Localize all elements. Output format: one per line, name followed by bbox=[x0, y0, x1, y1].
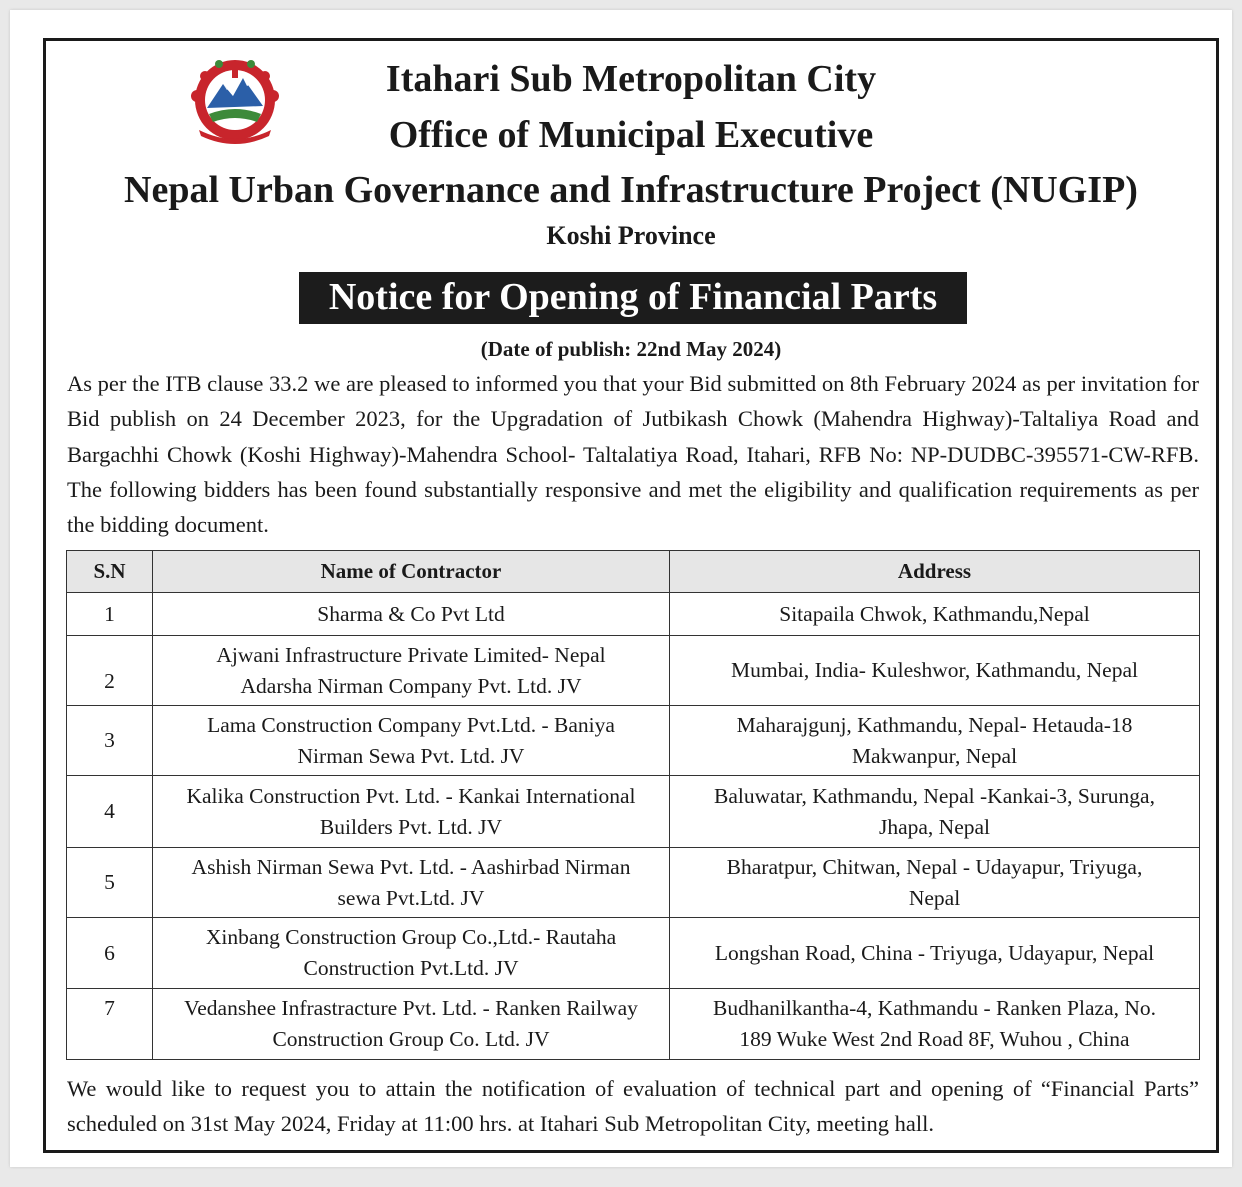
contractor-line: Adarsha Nirman Company Pvt. Ltd. JV bbox=[240, 673, 582, 698]
address-line: Longshan Road, China - Triyuga, Udayapur, Nepal bbox=[714, 940, 1155, 965]
row-sn: 1 bbox=[67, 593, 153, 636]
bidders-table bbox=[66, 550, 1200, 1060]
row-contractor bbox=[153, 636, 670, 706]
address-line: Baluwatar, Kathmandu, Nepal -Kankai-3, Surunga, bbox=[714, 783, 1155, 808]
row-address bbox=[670, 593, 1200, 636]
contractor-line: Nirman Sewa Pvt. Ltd. JV bbox=[297, 743, 525, 768]
address-line: Nepal bbox=[908, 885, 961, 910]
table-row bbox=[67, 776, 1200, 848]
row-sn: 6 bbox=[67, 918, 153, 989]
address-line: Bharatpur, Chitwan, Nepal - Udayapur, Triyuga, bbox=[726, 854, 1143, 879]
province-title: Koshi Province bbox=[546, 221, 716, 250]
row-address bbox=[670, 706, 1200, 776]
contractor-line: Construction Pvt.Ltd. JV bbox=[303, 956, 519, 980]
city-title: Itahari Sub Metropolitan City bbox=[385, 58, 877, 100]
row-address bbox=[670, 918, 1200, 989]
row-address bbox=[670, 989, 1200, 1060]
row-sn: 2 bbox=[67, 636, 153, 706]
row-sn: 4 bbox=[67, 776, 153, 848]
row-contractor bbox=[153, 706, 670, 776]
table-row bbox=[67, 636, 1200, 706]
header-address: Address bbox=[670, 551, 1200, 593]
row-address bbox=[670, 636, 1200, 706]
row-sn: 7 bbox=[67, 989, 153, 1060]
contractor-line: Ajwani Infrastructure Private Limited- Nepal bbox=[216, 642, 606, 667]
header-contractor: Name of Contractor bbox=[153, 551, 670, 593]
row-address bbox=[670, 776, 1200, 848]
intro-paragraph: As per the ITB clause 33.2 we are pleased to informed you that your Bid submitted on 8th February 2024 as per invitation for Bid publish on 24 December 2023, for the Upgradation of Jutbikash Chowk (Mahendra Highway)-Taltaliya Road and Bargachhi Chowk (Koshi Highway)-Mahendra School- Taltalatiya Road, Itahari, RFB No: NP-DUDBC-395571-CW-RFB. The following bidders has been found substantially responsive and met the eligibility and qualification requirements as per the bidding document. bbox=[67, 371, 1199, 538]
contractor-line: Kalika Construction Pvt. Ltd. - Kankai International bbox=[186, 783, 636, 808]
contractor-line: Lama Construction Company Pvt.Ltd. - Baniya bbox=[207, 712, 615, 737]
row-address bbox=[670, 848, 1200, 918]
header-sn: S.N bbox=[67, 551, 153, 593]
row-contractor bbox=[153, 776, 670, 848]
contractor-line: Builders Pvt. Ltd. JV bbox=[319, 814, 503, 839]
project-title: Nepal Urban Governance and Infrastructure Project (NUGIP) bbox=[124, 169, 1138, 211]
address-line: Sitapaila Chwok, Kathmandu,Nepal bbox=[779, 601, 1090, 626]
page-sheet bbox=[10, 10, 1232, 1167]
contractor-line: Sharma & Co Pvt Ltd bbox=[317, 601, 505, 626]
row-contractor bbox=[153, 918, 670, 989]
row-contractor bbox=[153, 848, 670, 918]
table-header-row bbox=[67, 551, 1200, 593]
table-row bbox=[67, 848, 1200, 918]
contractor-line: sewa Pvt.Ltd. JV bbox=[337, 885, 485, 910]
notice-title-banner: Notice for Opening of Financial Parts bbox=[299, 272, 967, 324]
row-contractor bbox=[153, 989, 670, 1060]
office-title: Office of Municipal Executive bbox=[388, 114, 874, 156]
address-line: 189 Wuke West 2nd Road 8F, Wuhou , China bbox=[739, 1027, 1130, 1051]
address-line: Makwanpur, Nepal bbox=[851, 743, 1018, 768]
address-line: Jhapa, Nepal bbox=[878, 814, 991, 839]
closing-paragraph: We would like to request you to attain the notification of evaluation of technical part and opening of “Financial Parts” scheduled on 31st May 2024, Friday at 11:00 hrs. at Itahari Sub Metropolitan City, meeting hall. bbox=[67, 1076, 1199, 1136]
address-line: Mumbai, India- Kuleshwor, Kathmandu, Nepal bbox=[731, 658, 1138, 682]
table-row bbox=[67, 593, 1200, 636]
contractor-line: Ashish Nirman Sewa Pvt. Ltd. - Aashirbad Nirman bbox=[191, 854, 631, 879]
address-line: Maharajgunj, Kathmandu, Nepal- Hetauda-18 bbox=[736, 712, 1133, 737]
table-row bbox=[67, 706, 1200, 776]
row-sn: 3 bbox=[67, 706, 153, 776]
contractor-line: Xinbang Construction Group Co.,Ltd.- Rautaha bbox=[205, 925, 617, 949]
address-line: Budhanilkantha-4, Kathmandu - Ranken Plaza, No. bbox=[712, 996, 1157, 1020]
table-row bbox=[67, 918, 1200, 989]
row-sn: 5 bbox=[67, 848, 153, 918]
contractor-line: Vedanshee Infrastracture Pvt. Ltd. - Ranken Railway bbox=[184, 996, 638, 1020]
table-row bbox=[67, 989, 1200, 1060]
contractor-line: Construction Group Co. Ltd. JV bbox=[272, 1027, 550, 1051]
notice-frame bbox=[43, 38, 1219, 1153]
row-contractor bbox=[153, 593, 670, 636]
publish-date: (Date of publish: 22nd May 2024) bbox=[480, 337, 782, 361]
